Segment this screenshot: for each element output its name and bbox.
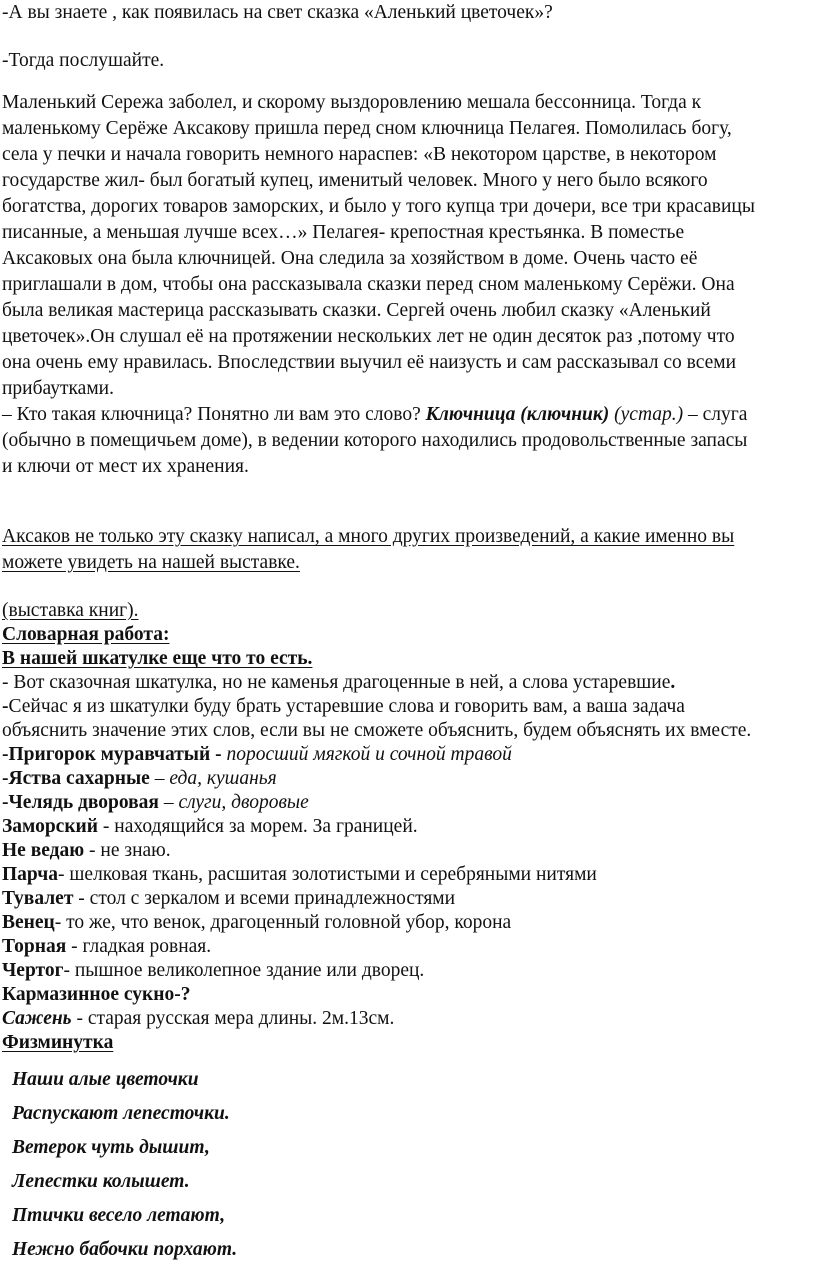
glossary-def: - старая русская мера длины. 2м.13см. <box>71 1008 395 1029</box>
glossary-entry <box>2 959 751 983</box>
poem-line: Распускают лепесточки. <box>12 1103 230 1124</box>
aksakov-line: Аксаков не только эту сказку написал, а много других произведений, а какие именно вы <box>2 526 735 547</box>
glossary-prefix: - <box>2 792 9 813</box>
glossary-term: Не ведаю <box>2 840 85 861</box>
task-line: объяснить значение этих слов, если вы не сможете объяснить, будем объяснять их вместе. <box>2 720 752 741</box>
glossary-term: Яства сахарные <box>8 768 150 789</box>
glossary-def: - находящийся за морем. За границей. <box>98 816 418 837</box>
glossary-term: Тувалет <box>2 888 74 909</box>
poem-line: Лепестки колышет. <box>12 1171 190 1192</box>
glossary-def: - не знаю. <box>84 840 171 861</box>
glossary-prefix: - <box>2 768 9 789</box>
story-line: писанные, а меньшая лучше всех…» Пелагея- крепостная крестьянка. В поместье <box>2 222 685 243</box>
glossary-def: - шелковая ткань, расшитая золотистыми и серебряными нитями <box>58 864 597 885</box>
story-line: государстве жил- был богатый купец, именитый человек. Много у него было всякого <box>2 170 708 191</box>
glossary-term: Пригорок муравчатый - <box>8 744 222 765</box>
glossary-term: Чертог <box>2 960 64 981</box>
task-text: Сейчас я из шкатулки буду брать устаревшие слова и говорить вам, а ваша задача <box>8 696 685 717</box>
box-text-body: - Вот сказочная шкатулка, но не каменья драгоценные в ней, а слова устаревшие <box>2 672 671 693</box>
story-line: прибаутками. <box>2 378 114 399</box>
story-line: Аксаковых она была ключницей. Она следила за хозяйством в доме. Очень часто её <box>2 248 698 269</box>
glossary-list <box>2 743 751 1007</box>
box-text <box>2 671 751 695</box>
glossary-term: Венец <box>2 912 55 933</box>
poem-line: Ветерок чуть дышит, <box>12 1137 210 1158</box>
keeper-question-line <box>2 402 755 428</box>
poem-line: Нежно бабочки порхают. <box>12 1239 238 1260</box>
glossary-entry <box>2 815 751 839</box>
glossary-entry <box>2 887 751 911</box>
glossary-entry <box>2 983 751 1007</box>
glossary-def: - пышное великолепное здание или дворец. <box>63 960 425 981</box>
poem-line: Птички весело летают, <box>12 1205 226 1226</box>
poem <box>12 1063 237 1267</box>
keeper-note: (устар.) <box>609 404 684 425</box>
glossary-entry <box>2 791 751 815</box>
box-text-dot: . <box>670 672 676 693</box>
glossary-def: – еда, кушанья <box>149 768 277 789</box>
keeper-term: Ключница (ключник) <box>425 404 610 425</box>
vocab-title: Словарная работа: <box>2 624 170 645</box>
glossary-def: - то же, что венок, драгоценный головной убор, корона <box>54 912 512 933</box>
glossary-entry <box>2 839 751 863</box>
story-line: приглашали в дом, чтобы она рассказывала сказки перед сном маленькому Серёжи. Она <box>2 274 735 295</box>
glossary-entry <box>2 911 751 935</box>
box-title: В нашей шкатулке еще что то есть. <box>2 648 313 669</box>
glossary-term: Сажень <box>2 1008 72 1029</box>
glossary-term: Кармазинное сукно-? <box>2 984 191 1005</box>
vocab-section <box>2 599 751 1055</box>
aksakov-line: можете увидеть на нашей выставке. <box>2 552 300 573</box>
fizminutka-title: Физминутка <box>2 1032 114 1053</box>
glossary-def: - стол с зеркалом и всеми принадлежностями <box>73 888 456 909</box>
story-line: богатства, дорогих товаров заморских, и было у того купца три дочери, все три красавицы <box>2 196 755 217</box>
keeper-question: – Кто такая ключница? Понятно ли вам это слово? <box>2 404 426 425</box>
glossary-def: - гладкая ровная. <box>66 936 212 957</box>
keeper-def-line: и ключи от мест их хранения. <box>2 456 249 477</box>
keeper-def-line: (обычно в помещичьем доме), в ведении которого находились продовольственные запасы <box>2 430 748 451</box>
story-line: была великая мастерица рассказывать сказки. Сергей очень любил сказку «Аленький <box>2 300 711 321</box>
task-dash: - <box>2 696 9 717</box>
story-paragraph <box>2 90 755 480</box>
glossary-term: Челядь дворовая <box>8 792 159 813</box>
intro-listen: -Тогда послушайте. <box>2 50 165 71</box>
glossary-term: Парча <box>2 864 59 885</box>
glossary-entry <box>2 863 751 887</box>
glossary-def: – слуги, дворовые <box>158 792 309 813</box>
glossary-entry <box>2 767 751 791</box>
task-line <box>2 695 751 719</box>
exhibit-note: (выставка книг). <box>2 600 139 621</box>
keeper-def: – слуга <box>683 404 748 425</box>
story-line: она очень ему нравилась. Впоследствии выучил её наизусть и сам рассказывал со всеми <box>2 352 737 373</box>
glossary-term: Торная <box>2 936 67 957</box>
aksakov-note <box>2 524 734 576</box>
story-line: села у печки и начала говорить немного нараспев: «В некотором царстве, в некотором <box>2 144 717 165</box>
intro-question: -А вы знаете , как появилась на свет сказка «Аленький цветочек»? <box>2 2 553 23</box>
story-line: маленькому Серёже Аксакову пришла перед сном ключница Пелагея. Помолилась богу, <box>2 118 732 139</box>
sazhen-line <box>2 1007 751 1031</box>
glossary-prefix: - <box>2 744 9 765</box>
glossary-term: Заморский <box>2 816 99 837</box>
glossary-entry <box>2 743 751 767</box>
glossary-entry <box>2 935 751 959</box>
glossary-def: поросший мягкой и сочной травой <box>221 744 512 765</box>
story-line: Маленький Сережа заболел, и скорому выздоровлению мешала бессонница. Тогда к <box>2 92 702 113</box>
poem-line: Наши алые цветочки <box>12 1069 199 1090</box>
story-line: цветочек».Он слушал её на протяжении нескольких лет не один десяток раз ,потому что <box>2 326 735 347</box>
